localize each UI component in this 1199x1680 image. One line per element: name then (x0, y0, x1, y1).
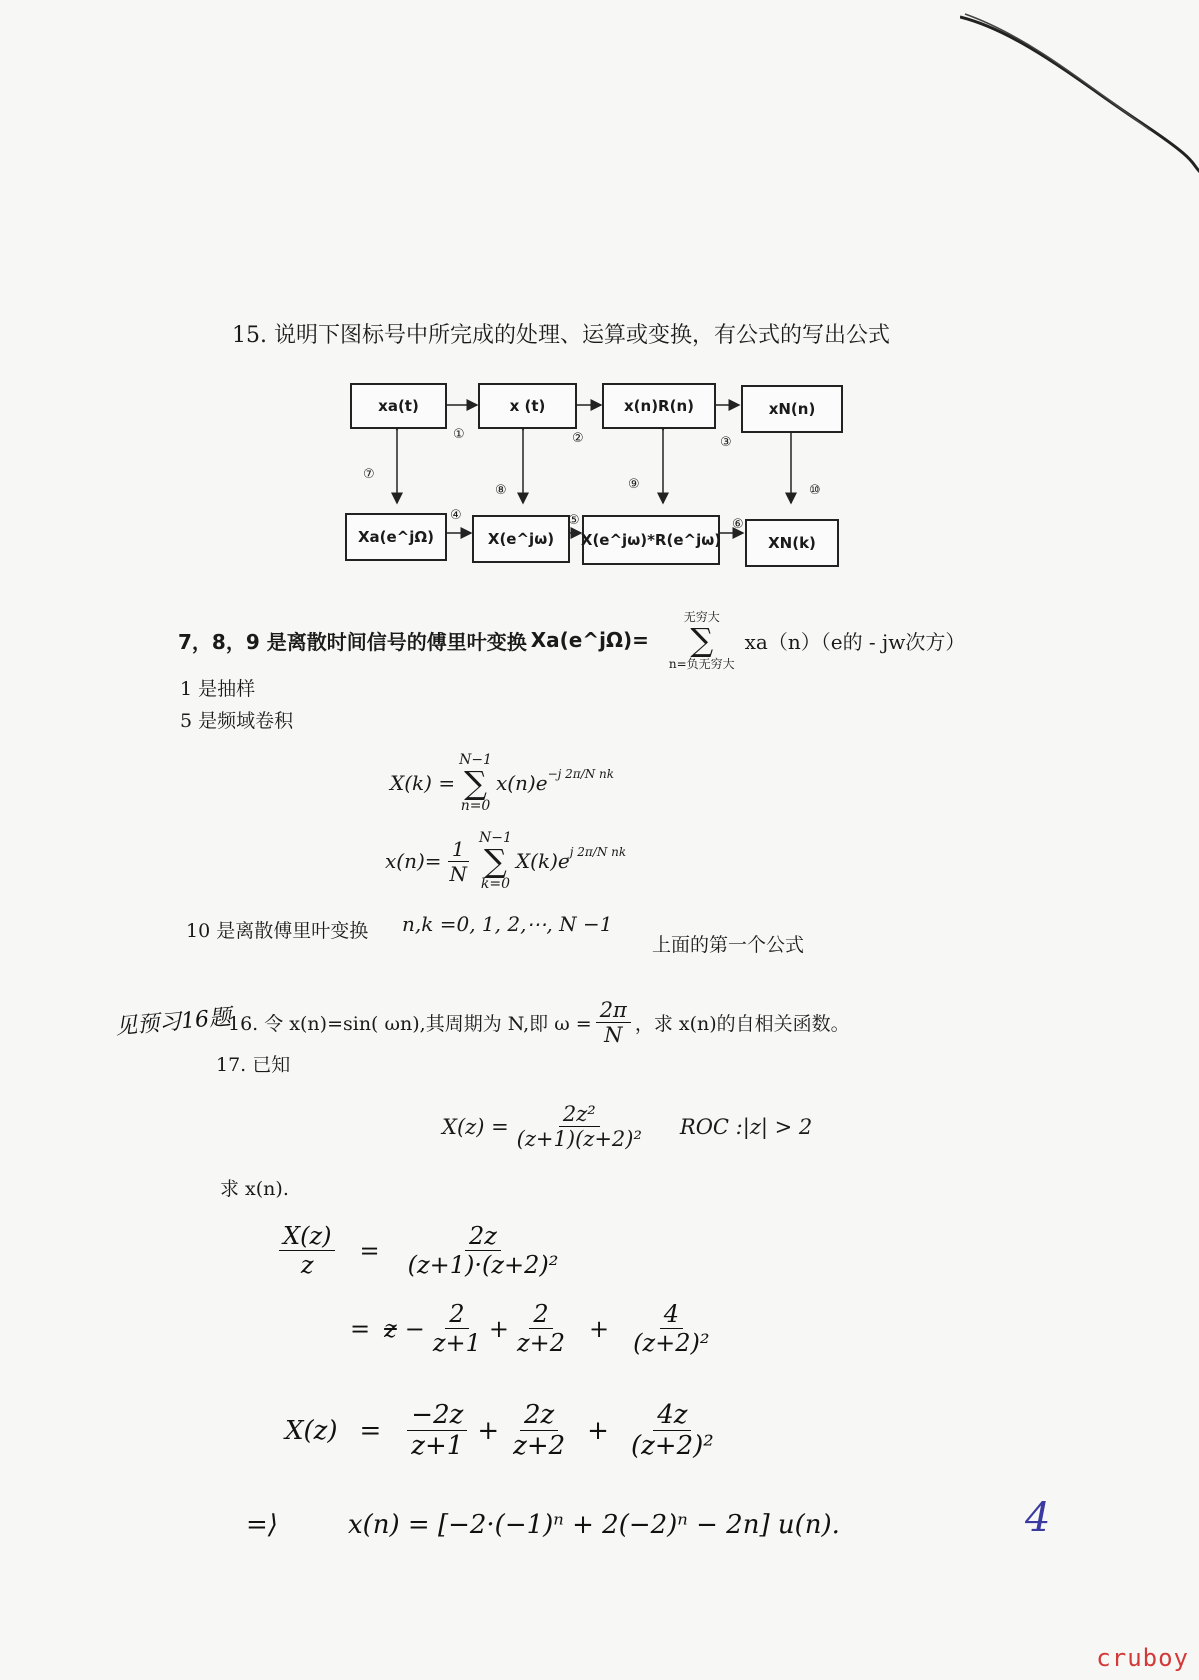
dft-formula (390, 752, 614, 814)
w1-num: 2z (465, 1222, 501, 1251)
w2-t2-num: 2 (529, 1300, 552, 1329)
w1-eq: = (359, 1236, 380, 1265)
box-xn-rn: x(n)R(n) (602, 383, 716, 429)
q16-frac (596, 998, 631, 1047)
q17-roc: ROC :|z| > 2 (679, 1114, 813, 1139)
w2-plus1: + (488, 1314, 510, 1343)
label-6: ⑥ (732, 517, 744, 532)
w3-t2-num: 2z (520, 1400, 558, 1431)
note-789 (178, 608, 965, 672)
w2-eq: = (350, 1314, 371, 1343)
note-789-prefix: 7，8，9 是离散时间信号的傅里叶变换 (178, 629, 527, 654)
dft2-body: X(k)e (515, 849, 570, 873)
label-1: ① (453, 427, 465, 442)
q15-heading: 15. 说明下图标号中所完成的处理、运算或变换，有公式的写出公式 (232, 323, 890, 348)
work-line-3 (285, 1400, 722, 1461)
q16-frac-num: 2π (596, 998, 631, 1023)
note-10-ref: 上面的第一个公式 (652, 934, 805, 956)
w2-t1 (429, 1300, 485, 1357)
sigma-symbol: ∑ (690, 621, 714, 659)
q17-formula (442, 1102, 812, 1151)
note-789-sum-top: 无穷大 (683, 610, 720, 624)
w2-t2 (513, 1300, 569, 1357)
work-line-4 (246, 1510, 840, 1540)
w3-t2-den: z+2 (513, 1431, 566, 1461)
label-2: ② (572, 431, 584, 446)
w1-den: (z+1)·(z+2)² (407, 1251, 559, 1279)
page-number: 4 (1025, 1495, 1051, 1541)
q16-text-b: ，求 x(n)的自相关函数。 (634, 1013, 850, 1035)
w4-expr: x(n) = [−2·(−1)ⁿ + 2(−2)ⁿ − 2n] u(n). (347, 1510, 840, 1540)
label-8: ⑧ (495, 483, 507, 498)
note-789-sum (669, 608, 735, 672)
w3-eq: = (359, 1415, 382, 1446)
dft1-lhs: X(k) = (390, 771, 456, 795)
w3-t1 (407, 1400, 467, 1461)
note-10-range: n,k =0, 1, 2,⋯, N −1 (402, 912, 613, 936)
w1-lhs (279, 1222, 335, 1279)
dft2-sum-bottom: k=0 (480, 876, 511, 892)
q16-text-a: 16. 令 x(n)=sin( ωn),其周期为 N,即 ω = (228, 1013, 592, 1035)
sigma-symbol: ∑ (484, 842, 507, 880)
box-conv: X(e^jω)*R(e^jω) (582, 515, 720, 565)
w3-t3 (627, 1400, 718, 1461)
label-7: ⑦ (363, 467, 375, 482)
label-9: ⑨ (628, 477, 640, 492)
box-X-ejw: X(e^jω) (472, 515, 570, 563)
q17-ask: 求 x(n). (220, 1178, 289, 1200)
dft1-sum-top: N−1 (459, 752, 492, 768)
q17-frac (513, 1102, 646, 1151)
box-Xa-ejOmega: Xa(e^jΩ) (345, 513, 447, 561)
w3-t3-den: (z+2)² (630, 1431, 714, 1461)
label-10: ⑩ (809, 483, 821, 498)
q17-frac-den: (z+1)(z+2)² (516, 1127, 642, 1151)
note-5: 5 是频域卷积 (180, 710, 294, 732)
w2-plus2: + (589, 1314, 610, 1343)
q17-heading: 17. 已知 (216, 1054, 291, 1076)
box-xN-n: xN(n) (741, 385, 843, 433)
q16-margin-note: 见预习16题 (114, 1004, 233, 1040)
dft2-lhs: x(n)= (385, 849, 442, 873)
dft2-frac-den: N (449, 861, 468, 886)
w3-t2 (509, 1400, 569, 1461)
note-789-sum-bottom: n=负无穷大 (668, 657, 735, 671)
box-XN-k: XN(k) (745, 519, 839, 567)
scan-edge-mark (960, 12, 1199, 177)
q16-frac-den: N (604, 1023, 623, 1047)
w3-t3-num: 4z (653, 1400, 691, 1431)
q16-line (228, 998, 850, 1047)
w2-t3-den: (z+2)² (633, 1329, 710, 1357)
note-1: 1 是抽样 (180, 678, 256, 700)
w2-t3 (629, 1300, 713, 1357)
q17-lhs: X(z) = (442, 1114, 509, 1139)
dft1-sum (459, 752, 492, 814)
work-line-1 (275, 1222, 566, 1279)
w1-rhs (404, 1222, 563, 1279)
idft-formula (385, 830, 626, 892)
block-diagram (345, 375, 915, 600)
dft1-body: x(n)e (495, 771, 548, 795)
w3-plus1: + (477, 1415, 500, 1446)
w2-minus: − (404, 1314, 425, 1343)
label-4: ④ (450, 508, 462, 523)
dft2-sum-top: N−1 (479, 830, 512, 846)
note-10: 10 是离散傅里叶变换 (186, 920, 369, 942)
w2-t1-den: z+1 (432, 1329, 481, 1357)
dft2-frac (446, 837, 472, 886)
q17-frac-num: 2z² (559, 1102, 600, 1127)
dft2-frac-num: 1 (448, 837, 469, 862)
label-3: ③ (720, 435, 732, 450)
w4-arrow: =⟩ (246, 1510, 278, 1540)
w3-t1-den: z+1 (411, 1431, 464, 1461)
box-xa-t: xa(t) (350, 383, 447, 429)
dft2-sum (479, 830, 512, 892)
dft1-sum-bottom: n=0 (460, 798, 491, 814)
dft1-exp: −j 2π/N nk (547, 767, 615, 781)
box-x-t: x (t) (478, 383, 577, 429)
w3-plus2: + (587, 1415, 609, 1446)
w2-t2-den: z+2 (517, 1329, 566, 1357)
dft2-exp: j 2π/N nk (569, 845, 627, 859)
watermark-text: cruboy (1096, 1644, 1189, 1672)
note-789-lhs: Xa(e^jΩ)= (530, 628, 649, 652)
w2-t1-num: 2 (445, 1300, 468, 1329)
label-5: ⑤ (568, 513, 580, 528)
w3-t1-num: −2z (407, 1400, 467, 1431)
w1-lhs-den: z (300, 1251, 314, 1279)
work-line-2 (350, 1300, 718, 1357)
sigma-symbol: ∑ (464, 764, 487, 802)
note-789-rest: xa（n）（e的 - jw次方） (744, 629, 966, 654)
w3-lhs: X(z) (285, 1415, 338, 1446)
w2-t3-num: 4 (660, 1300, 683, 1329)
w1-lhs-num: X(z) (279, 1222, 335, 1251)
w2-strike: z (384, 1314, 397, 1343)
